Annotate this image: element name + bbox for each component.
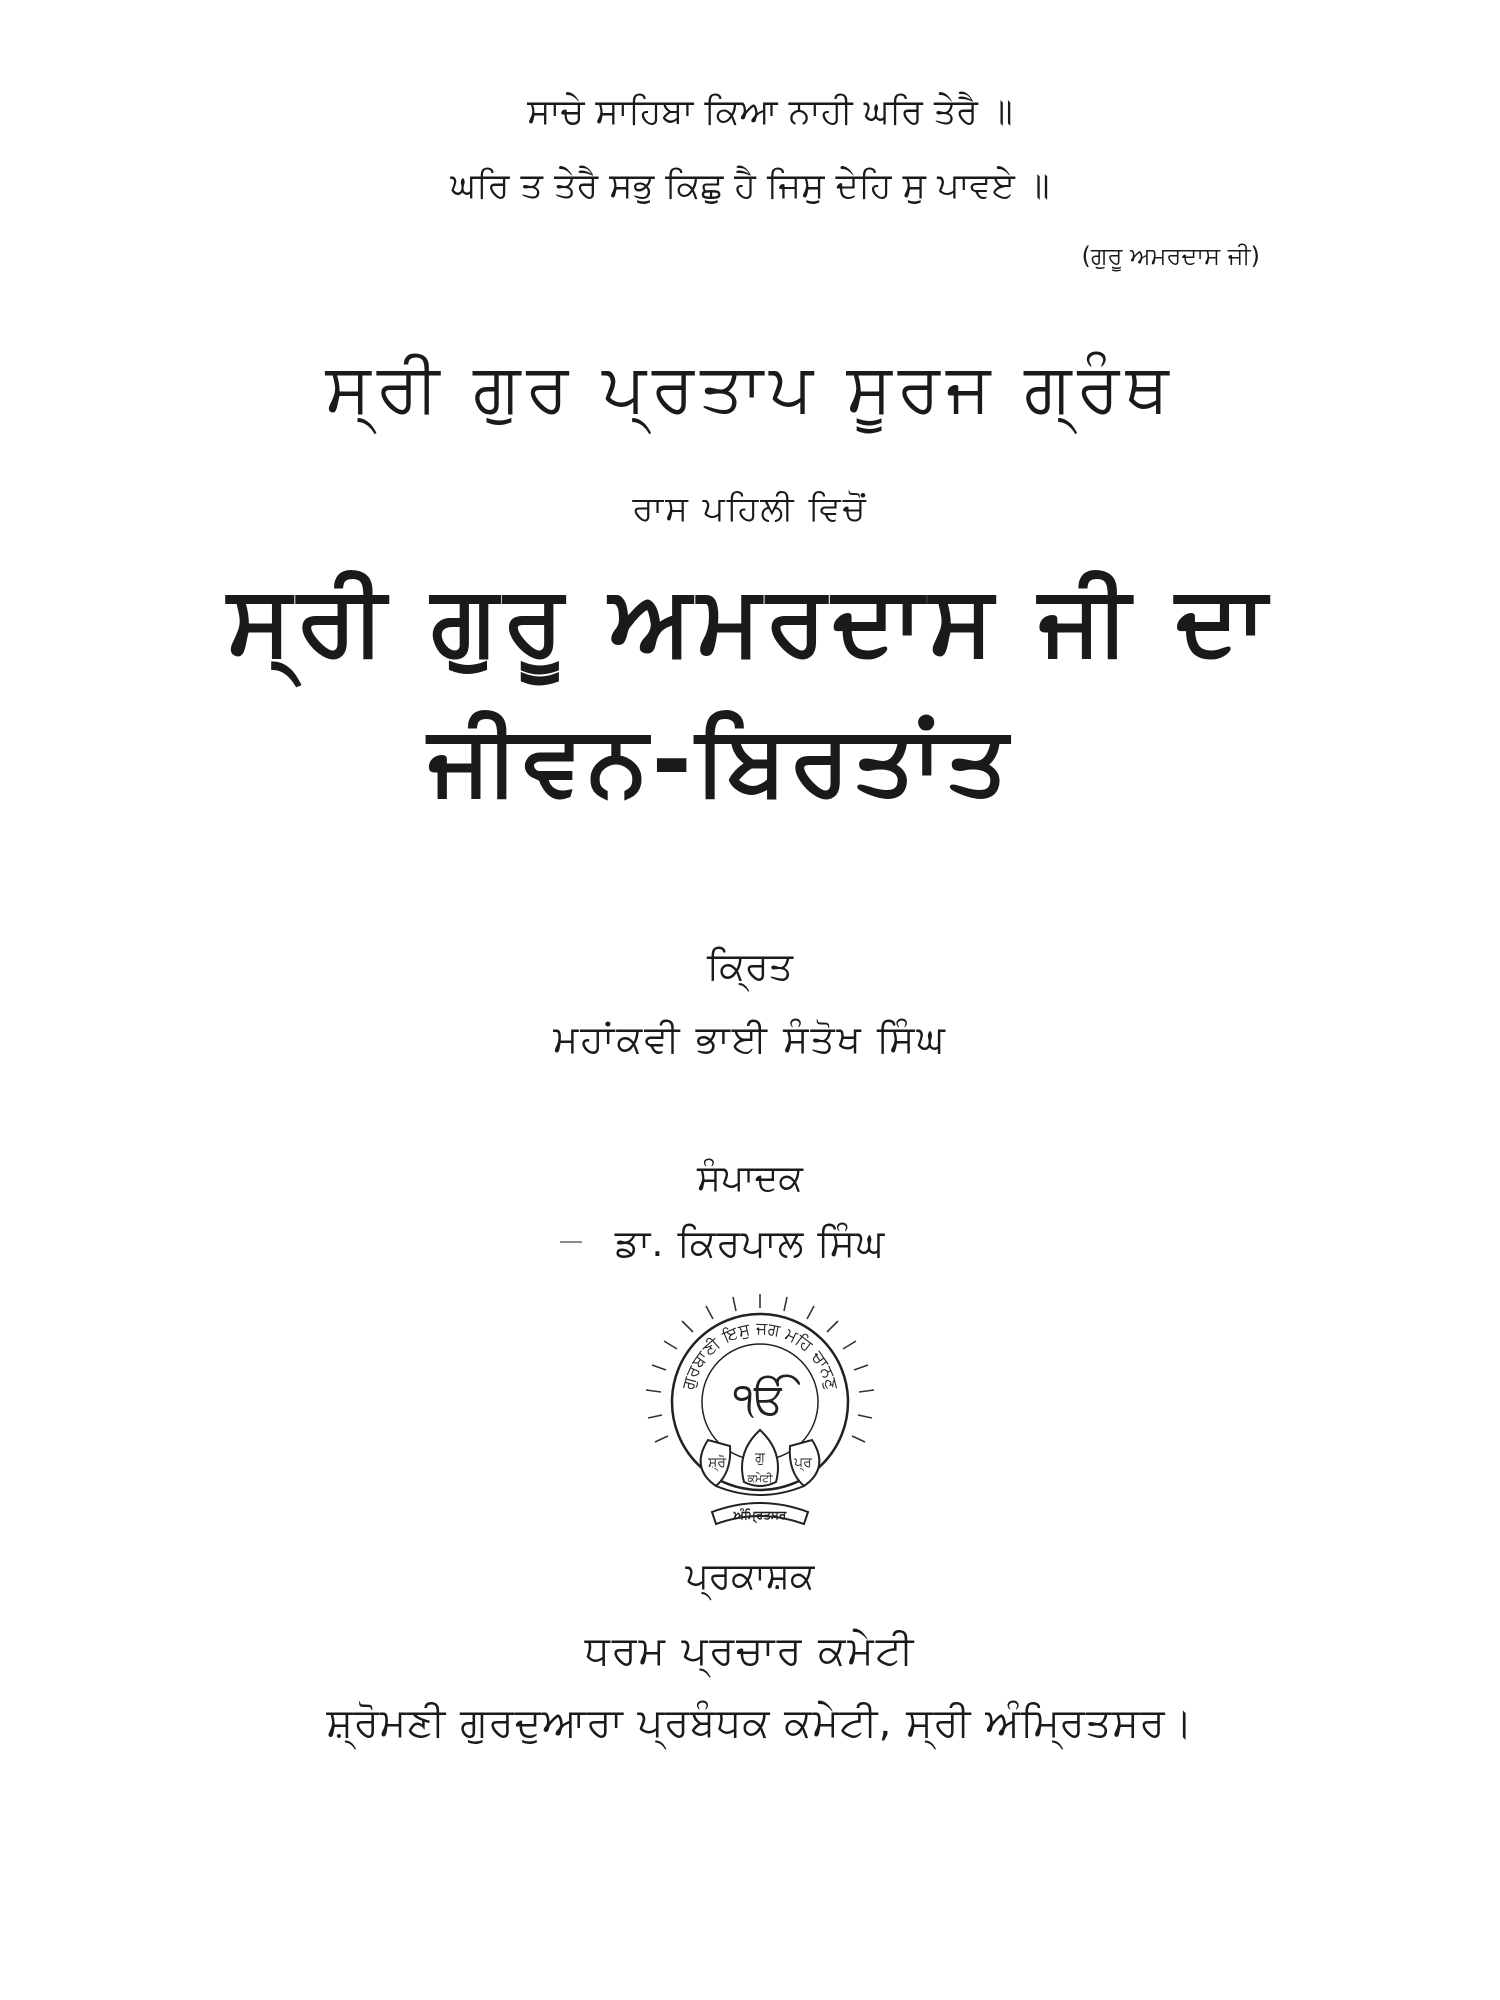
editor-name: ਡਾ. ਕਿਰਪਾਲ ਸਿੰਘ [614,1221,886,1265]
seal-committee-text: ਕਮੇਟੀ [747,1472,773,1485]
publisher-label: ਪ੍ਰਕਾਸ਼ਕ [685,1556,815,1597]
publisher-line-1: ਧਰਮ ਪ੍ਰਚਾਰ ਕਮੇਟੀ [584,1628,916,1674]
ik-onkar-symbol: ੴ [733,1374,787,1425]
author-label: ਕ੍ਰਿਤ [706,944,794,988]
subtitle: ਰਾਸ ਪਹਿਲੀ ਵਿਚੋਂ [632,489,868,529]
epigraph-line-1: ਸਾਚੇ ਸਾਹਿਬਾ ਕਿਆ ਨਾਹੀ ਘਰਿ ਤੇਰੈ ॥ [527,92,1013,132]
sgpc-seal-logo [620,1290,900,1545]
editor-label: ਸੰਪਾਦਕ [697,1158,803,1199]
petal-letter-3: ਪ੍ਰ [794,1455,812,1471]
epigraph-line-2: ਘਰਿ ਤ ਤੇਰੈ ਸਭੁ ਕਿਛੁ ਹੈ ਜਿਸੁ ਦੇਹਿ ਸੁ ਪਾਵਏ ॥ [450,166,1050,206]
publisher-line-2: ਸ਼੍ਰੋਮਣੀ ਗੁਰਦੁਆਰਾ ਪ੍ਰਬੰਧਕ ਕਮੇਟੀ, ਸ੍ਰੀ ਅੰਮ੍ਰਿਤਸਰ। [326,1700,1194,1746]
seal-place-text: ਅੰਮ੍ਰਿਤਸਰ [733,1508,787,1522]
seal-arc-text: ਗੁਰਬਾਣੀ ਇਸੁ ਜਗ ਮਹਿ ਚਾਨਣੁ [678,1318,842,1392]
main-title: ਸ੍ਰੀ ਗੁਰ ਪ੍ਰਤਾਪ ਸੂਰਜ ਗ੍ਰੰਥ [325,349,1175,428]
petal-letter-2: ਗੁ [755,1450,765,1466]
epigraph-attribution: (ਗੁਰੂ ਅਮਰਦਾਸ ਜੀ) [1081,242,1260,270]
book-title-line-2: ਜੀਵਨ-ਬਿਰਤਾਂਤ [428,704,1012,816]
petal-letter-1: ਸ਼੍ਰੋ [707,1455,727,1471]
book-title-line-1: ਸ੍ਰੀ ਗੁਰੂ ਅਮਰਦਾਸ ਜੀ ਦਾ [227,564,1273,676]
author-name: ਮਹਾਂਕਵੀ ਭਾਈ ਸੰਤੋਖ ਸਿੰਘ [553,1017,947,1061]
